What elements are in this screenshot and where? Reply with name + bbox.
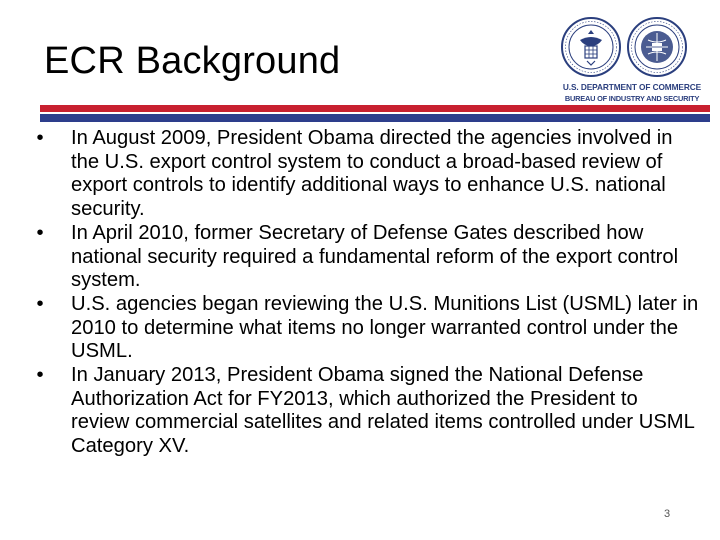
bullet-item-3 [30, 293, 700, 364]
bullet-list [30, 127, 700, 459]
bullet-text: In January 2013, President Obama signed the National Defense Authorization Act for FY2013, which authorized the President to review commercial satellites and related items controlled under USML Category XV. [71, 364, 695, 458]
bis-seal-icon [626, 16, 688, 78]
commerce-logo [556, 16, 706, 106]
bullet-marker: • [36, 364, 44, 387]
logo-bureau-text: BUREAU OF INDUSTRY AND SECURITY [564, 94, 700, 103]
bullet-item-2 [30, 222, 700, 293]
bullet-text: U.S. agencies began reviewing the U.S. Munitions List (USML) later in 2010 to determine what items no longer warranted control under the USML. [71, 292, 699, 363]
bullet-item-1 [30, 127, 700, 222]
logo-department-text: U.S. DEPARTMENT OF COMMERCE [562, 82, 702, 92]
bullet-marker: • [36, 127, 44, 149]
blue-divider [40, 114, 710, 122]
slide-title: ECR Background [44, 40, 341, 82]
bullet-item-4 [30, 364, 700, 459]
page-number: 3 [664, 508, 671, 520]
red-divider [40, 105, 710, 112]
bullet-marker: • [36, 292, 44, 315]
bullet-marker: • [36, 221, 44, 244]
commerce-seal-icon [560, 16, 622, 78]
bullet-text: In August 2009, President Obama directed the agencies involved in the U.S. export control system to conduct a broad-based review of export controls to identify additional ways to enhance U.S. national security. [71, 127, 673, 221]
bullet-text: In April 2010, former Secretary of Defense Gates described how national security required a fundamental reform of the export control system. [71, 221, 679, 292]
